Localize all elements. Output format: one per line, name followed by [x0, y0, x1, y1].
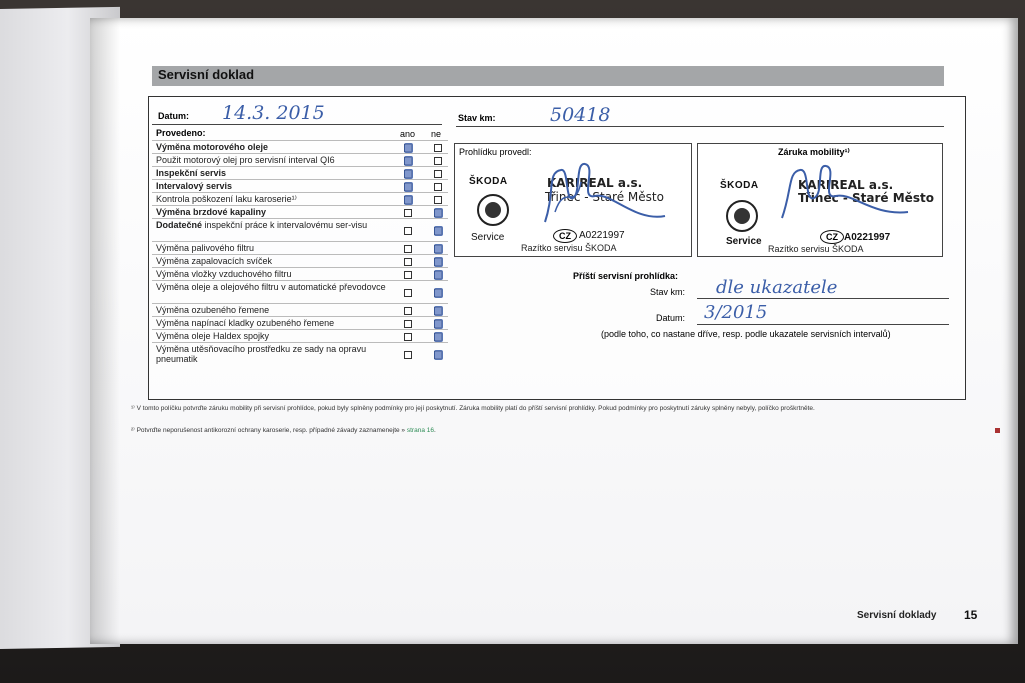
checkbox-ano[interactable]	[404, 157, 412, 165]
checkbox-ne[interactable]	[434, 183, 442, 191]
checkbox-ano[interactable]	[404, 227, 412, 235]
stav-handwritten: 50418	[550, 104, 611, 126]
checklist-row	[152, 254, 448, 267]
checklist-item-label	[152, 181, 392, 191]
checklist-item-text: Výměna vložky vzduchového filtru	[156, 269, 292, 279]
section-header	[152, 66, 944, 86]
checklist-item-label	[152, 155, 392, 165]
footnote-2-end: .	[433, 427, 436, 434]
checklist-item-text: Výměna palivového filtru	[156, 243, 255, 253]
checklist-item-text: Výměna napínací kladky ozubeného řemene	[156, 318, 335, 328]
checkbox-ano[interactable]	[404, 307, 412, 315]
stamp-city: Třinec - Staré Město	[545, 190, 664, 204]
checkbox-ne[interactable]	[434, 144, 442, 152]
checkbox-ano[interactable]	[404, 196, 412, 204]
checkbox-ne[interactable]	[434, 307, 442, 315]
checklist-item-text: Výměna ozubeného řemene	[156, 305, 270, 315]
footer-title: Servisní doklady	[857, 610, 937, 621]
checkbox-ne[interactable]	[434, 289, 442, 297]
mobility-box-title: Záruka mobility¹⁾	[778, 147, 850, 157]
next-stav-line	[697, 298, 949, 299]
checkbox-ano[interactable]	[404, 271, 412, 279]
checklist-row	[152, 342, 448, 365]
next-stav-label: Stav km:	[650, 287, 686, 297]
inspection-box-title: Prohlídku provedl:	[459, 147, 532, 157]
next-inspection-title: Příští servisní prohlídka:	[573, 271, 679, 281]
checkbox-ne[interactable]	[434, 271, 442, 279]
checklist-row	[152, 218, 448, 241]
signature-icon	[525, 152, 675, 232]
checklist-item-label	[152, 318, 392, 328]
checklist-item-label	[152, 282, 392, 292]
next-datum-label: Datum:	[656, 313, 686, 323]
checkbox-ne[interactable]	[434, 320, 442, 328]
stamp-code: A0221997	[579, 230, 625, 241]
cz-oval-icon: CZ	[553, 229, 577, 243]
datum-handwritten: 14.3. 2015	[222, 102, 325, 124]
checklist-item-label	[152, 344, 392, 364]
checkbox-ano[interactable]	[404, 320, 412, 328]
checklist-item-label	[152, 220, 392, 230]
checklist-row	[152, 166, 448, 179]
next-datum-line	[697, 324, 949, 325]
provedeno-label: Provedeno:	[156, 128, 206, 138]
checklist-row	[152, 192, 448, 205]
checklist-item-label	[152, 168, 392, 178]
page-fold-shadow	[90, 18, 120, 644]
checkbox-ne[interactable]	[434, 258, 442, 266]
stamp-code: A0221997	[844, 232, 891, 243]
checklist-item-label	[152, 305, 392, 315]
checklist-item-text: inspekční práce k intervalovému ser-visu	[202, 220, 368, 230]
checklist-item-bold: Intervalový servis	[156, 181, 233, 191]
checklist-row	[152, 179, 448, 192]
service-text: Service	[726, 236, 762, 247]
checkbox-ne[interactable]	[434, 227, 442, 235]
footnote-2-text: ²⁾ Potvrďte neporušenost antikorozní ochrany karoserie, resp. případné závady zaznamenejte »	[131, 427, 406, 434]
footnote-2	[131, 427, 951, 435]
signature-icon	[768, 154, 918, 234]
next-stav-handwritten: dle ukazatele	[716, 277, 838, 298]
checkbox-ano[interactable]	[404, 289, 412, 297]
checklist-row	[152, 140, 448, 153]
stamp-company: KARIREAL a.s.	[547, 176, 643, 190]
stamp-label: Razítko servisu ŠKODA	[521, 243, 617, 253]
stamp-company: KARIREAL a.s.	[798, 178, 894, 192]
checklist-item-label	[152, 194, 392, 204]
next-datum-handwritten: 3/2015	[704, 302, 768, 323]
checkbox-ne[interactable]	[434, 333, 442, 341]
checkbox-ne[interactable]	[434, 245, 442, 253]
checkbox-ne[interactable]	[434, 170, 442, 178]
checklist-item-bold: Inspekční servis	[156, 168, 227, 178]
checklist-item-label	[152, 243, 392, 253]
checklist-item-bold: Výměna motorového oleje	[156, 142, 269, 152]
checklist-item-label	[152, 142, 392, 152]
page-number: 15	[964, 608, 978, 622]
stav-label: Stav km:	[458, 113, 496, 123]
next-inspection-note: (podle toho, co nastane dříve, resp. podle ukazatele servisních intervalů)	[601, 329, 891, 339]
checklist-row	[152, 303, 448, 316]
stav-row	[456, 104, 944, 127]
checklist-row	[152, 329, 448, 342]
checklist-item-text: Použit motorový olej pro servisní interval QI6	[156, 155, 335, 165]
checkbox-ne[interactable]	[434, 157, 442, 165]
checklist-row	[152, 153, 448, 166]
checkbox-ano[interactable]	[404, 183, 412, 191]
skoda-logo-icon	[477, 194, 509, 226]
checklist-row	[152, 205, 448, 218]
datum-row	[152, 102, 442, 125]
checklist-rows	[152, 140, 448, 365]
mobility-stamp-box	[697, 143, 943, 257]
checklist-item-text: Výměna utěsňovacího prostředku ze sady na opravu pneumatik	[156, 344, 367, 364]
checklist-item-bold: Výměna brzdové kapaliny	[156, 207, 267, 217]
checklist-row	[152, 241, 448, 254]
checklist-item-label	[152, 331, 392, 341]
checklist-item-bold: Dodatečné	[156, 220, 203, 230]
checkbox-ano[interactable]	[404, 144, 412, 152]
checkbox-ne[interactable]	[434, 209, 442, 217]
skoda-brand-text: ŠKODA	[720, 180, 759, 191]
checklist-item-label	[152, 207, 392, 217]
checkbox-ne[interactable]	[434, 196, 442, 204]
checklist-item-label	[152, 256, 392, 266]
section-title: Servisní doklad	[158, 67, 255, 82]
checklist-item-text: Výměna oleje Haldex spojky	[156, 331, 270, 341]
checklist-item-text: Kontrola poškození laku karoserie¹⁾	[156, 194, 297, 204]
checklist-row	[152, 316, 448, 329]
skoda-logo-icon	[726, 200, 758, 232]
checklist-item-text: Výměna oleje a olejového filtru v automatické převodovce	[156, 282, 386, 292]
checklist-row	[152, 267, 448, 280]
checklist-item-label	[152, 269, 392, 279]
end-marker-icon	[995, 428, 1000, 433]
col-ano-label: ano	[400, 129, 416, 139]
service-text: Service	[471, 232, 505, 243]
checkbox-ano[interactable]	[404, 209, 412, 217]
service-checklist	[152, 128, 448, 365]
checklist-item-text: Výměna zapalovacích svíček	[156, 256, 273, 266]
col-ne-label: ne	[431, 129, 442, 139]
checklist-header	[152, 128, 448, 140]
footnote-1: ¹⁾ V tomto políčku potvrďte záruku mobility při servisní prohlídce, pokud byly splněny podmínky pro její poskytnutí. Záruka mobility platí do příští servisní prohlídky. Pokud podmínky pro poskytnutí záruky splněny nebyly, políčko proškrtněte.	[131, 405, 815, 412]
datum-label: Datum:	[158, 111, 189, 121]
checkbox-ano[interactable]	[404, 170, 412, 178]
stamp-city: Třinec - Staré Město	[798, 191, 934, 205]
checkbox-ano[interactable]	[404, 351, 412, 359]
checkbox-ano[interactable]	[404, 333, 412, 341]
inspection-stamp-box	[454, 143, 692, 257]
checkbox-ano[interactable]	[404, 258, 412, 266]
checkbox-ne[interactable]	[434, 351, 442, 359]
stamp-label: Razítko servisu ŠKODA	[768, 244, 864, 254]
cz-oval-icon: CZ	[820, 230, 844, 244]
checkbox-ano[interactable]	[404, 245, 412, 253]
skoda-brand-text: ŠKODA	[469, 176, 508, 187]
footnote-2-link[interactable]: strana 16	[406, 427, 434, 434]
checklist-row	[152, 280, 448, 303]
